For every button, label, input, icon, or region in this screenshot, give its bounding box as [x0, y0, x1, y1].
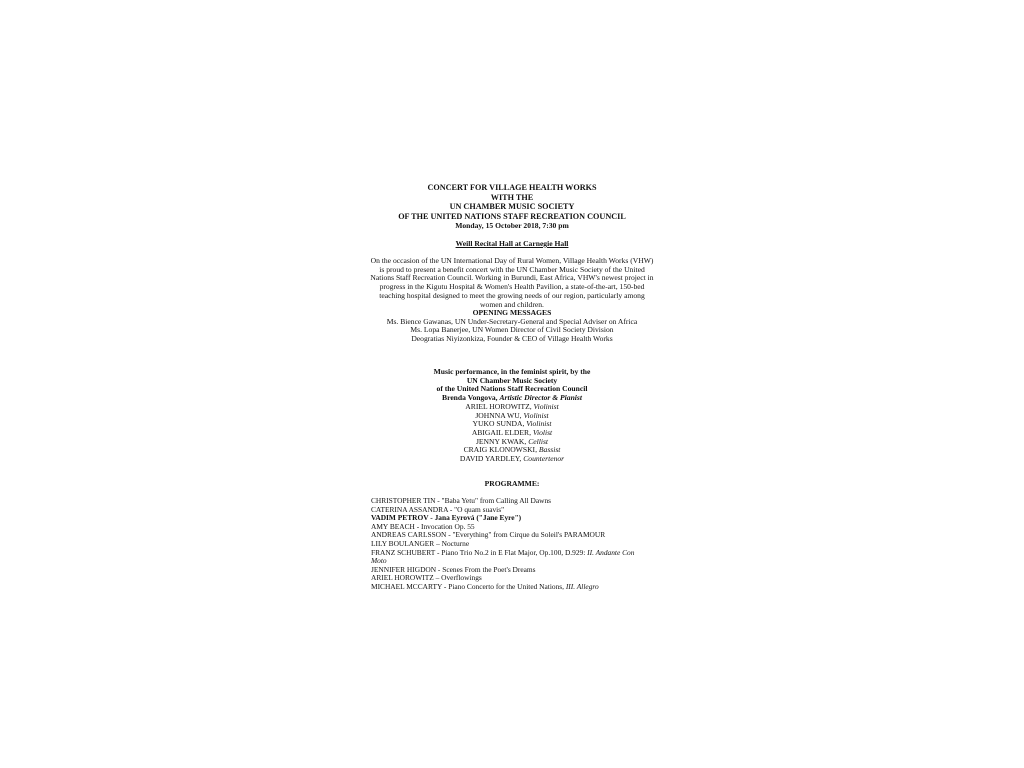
programme-heading-text: PROGRAMME: — [484, 479, 540, 488]
title-line-1: CONCERT FOR VILLAGE HEALTH WORKS — [427, 183, 597, 192]
programme-item-movement: Moto — [371, 556, 387, 566]
programme-item-text: MICHAEL MCCARTY - Piano Concerto for the United Nations, — [371, 581, 566, 591]
programme-item-text: CATERINA ASSANDRA - "O quam suavis" — [371, 504, 505, 514]
intro-line: On the occasion of the UN International Day of Rural Women, Village Health Works (VHW) — [370, 256, 654, 265]
title-line-2: WITH THE — [490, 192, 534, 202]
performer-name: CRAIG KLONOWSKI, — [463, 445, 539, 455]
venue-line: Weill Recital Hall at Carnegie Hall — [455, 239, 569, 248]
title-line-3: UN CHAMBER MUSIC SOCIETY — [449, 202, 575, 212]
performer-role: Artistic Director & Pianist — [499, 393, 582, 403]
programme-item — [371, 583, 634, 592]
performer-role: Countertenor — [523, 454, 565, 464]
performance-heading-line: of the United Nations Staff Recreation Council — [436, 384, 588, 394]
performers-section — [0, 368, 1024, 464]
programme-item-text: FRANZ SCHUBERT - Piano Trio No.2 in E Flat Major, Op.100, D.929: — [371, 547, 588, 557]
performer-role: Violinist — [523, 410, 549, 420]
intro-line: women and children. — [480, 299, 544, 309]
programme-item — [371, 549, 634, 558]
intro-line: is proud to present a benefit concert with the UN Chamber Music Society of the United — [379, 264, 645, 274]
programme-item-text: ARIEL HOROWITZ – Overflowings — [371, 573, 482, 583]
performer-role: Violinist — [533, 401, 559, 411]
performer-name: Brenda Vongova, — [442, 393, 500, 403]
opening-message: Ms. Bience Gawanas, UN Under-Secretary-General and Special Adviser on Africa — [386, 316, 638, 326]
opening-heading: OPENING MESSAGES — [472, 308, 552, 317]
programme-item-text: ANDREAS CARLSSON - "Everything" from Cirque du Soleil's PARAMOUR — [371, 530, 606, 540]
concert-date — [0, 222, 1024, 231]
opening-message: Deogratias Niyizonkiza, Founder & CEO of Village Health Works — [411, 334, 613, 344]
opening-message: Ms. Lopa Banerjee, UN Women Director of Civil Society Division — [410, 325, 614, 335]
performer-role: Bassist — [538, 445, 561, 455]
opening-messages — [0, 309, 1024, 344]
performer-name: JOHNNA WU, — [475, 410, 524, 420]
programme-item-text: AMY BEACH - Invocation Op. 55 — [371, 521, 475, 531]
venue — [0, 240, 1024, 249]
performer-name: ABIGAIL ELDER, — [471, 427, 533, 437]
performer-name: JENNY KWAK, — [475, 436, 529, 446]
performer-name: ARIEL HOROWITZ, — [465, 401, 534, 411]
programme-item-text: VADIM PETROV - Jana Eyrová ("Jane Eyre") — [371, 513, 522, 523]
performer-name: DAVID YARDLEY, — [459, 454, 524, 464]
performer — [0, 455, 1024, 464]
performer-role: Violinist — [526, 419, 552, 429]
intro-line: teaching hospital designed to meet the growing needs of our region, particularly among — [379, 290, 645, 300]
performer-name: YUKO SUNDA, — [472, 419, 527, 429]
intro-line: Nations Staff Recreation Council. Working in Burundi, East Africa, VHW's newest project in — [370, 273, 654, 283]
programme-heading — [0, 480, 1024, 489]
intro-paragraph — [0, 257, 1024, 309]
performance-heading-line: Music performance, in the feminist spirit, by the — [433, 367, 591, 376]
programme-list — [371, 497, 634, 592]
performer-role: Cellist — [528, 436, 549, 446]
performer-role: Violist — [532, 427, 553, 437]
performance-heading-line: UN Chamber Music Society — [466, 375, 558, 385]
programme-item-text: JENNIFER HIGDON - Scenes From the Poet's Dreams — [371, 564, 536, 574]
programme-item-text: CHRISTOPHER TIN - "Baba Yetu" from Calling All Dawns — [371, 496, 552, 505]
concert-title — [0, 183, 1024, 221]
intro-line: progress in the Kigutu Hospital & Women's Health Pavilion, a state-of-the-art, 150-bed — [379, 282, 645, 292]
date-line: Monday, 15 October 2018, 7:30 pm — [455, 221, 569, 230]
title-line-4: OF THE UNITED NATIONS STAFF RECREATION COUNCIL — [398, 211, 626, 221]
programme-item-movement: III. Allegro — [565, 581, 599, 591]
programme-item-text: LILY BOULANGER – Nocturne — [371, 538, 470, 548]
programme-item-movement: II. Andante Con — [587, 547, 635, 557]
